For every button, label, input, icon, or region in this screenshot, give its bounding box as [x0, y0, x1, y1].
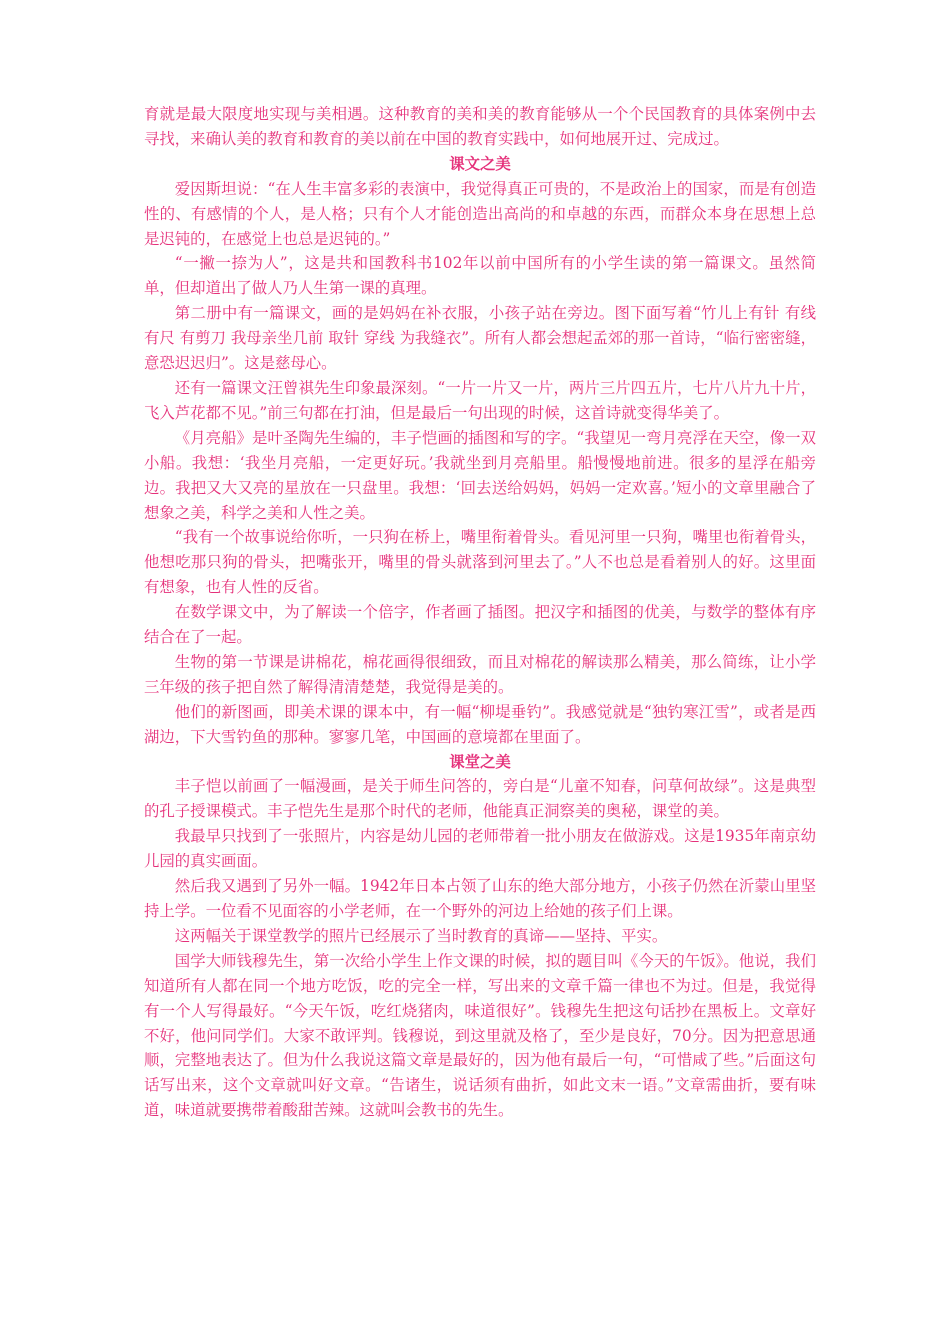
paragraph: 在数学课文中，为了解读一个倍字，作者画了插图。把汉字和插图的优美，与数学的整体有序结合在了一起。	[144, 603, 816, 647]
section-heading-textbook-beauty: 课文之美	[449, 154, 511, 173]
paragraph: 生物的第一节课是讲棉花，棉花画得很细致，而且对棉花的解读那么精美，那么简练，让小学三年级的孩子把自然了解得清清楚楚，我觉得是美的。	[144, 652, 816, 696]
paragraph: 国学大师钱穆先生，第一次给小学生上作文课的时候，拟的题目叫《今天的午饭》。他说，我们知道所有人都在同一个地方吃饭，吃的完全一样，写出来的文章千篇一律也不为过。但是，我觉得有一个人写得最好。“今天午饭，吃红烧猪肉，味道很好”。钱穆先生把这句话抄在黑板上。文章好不好，他问同学们。大家不敢评判。钱穆说，到这里就及格了，至少是良好，70分。因为把意思通顺，完整地表达了。但为什么我说这篇文章是最好的，因为他有最后一句，“可惜咸了些。”后面这句话写出来，这个文章就叫好文章。“告诸生，说话须有曲折，如此文末一语。”文章需曲折，要有味道，味道就要携带着酸甜苦辣。这就叫会教书的先生。	[144, 951, 816, 1120]
paragraph: 还有一篇课文汪曾祺先生印象最深刻。“一片一片又一片，两片三片四五片，七片八片九十片，飞入芦花都不见。”前三句都在打油，但是最后一句出现的时候，这首诗就变得华美了。	[144, 378, 816, 422]
paragraph: “一撇一捺为人”，这是共和国教科书102年以前中国所有的小学生读的第一篇课文。虽然简单，但却道出了做人乃人生第一课的真理。	[144, 254, 816, 298]
paragraph: 爱因斯坦说：“在人生丰富多彩的表演中，我觉得真正可贵的，不是政治上的国家，而是有创造性的、有感情的个人，是人格；只有个人才能创造出高尚的和卓越的东西，而群众本身在思想上总是迟钝的，在感觉上也总是迟钝的。”	[144, 179, 816, 248]
intro-paragraph: 育就是最大限度地实现与美相遇。这种教育的美和美的教育能够从一个个民国教育的具体案例中去寻找，来确认美的教育和教育的美以前在中国的教育实践中，如何地展开过、完成过。	[144, 105, 816, 148]
paragraph: 《月亮船》是叶圣陶先生编的，丰子恺画的插图和写的字。“我望见一弯月亮浮在天空，像一双小船。我想：‘我坐月亮船，一定更好玩。’我就坐到月亮船里。船慢慢地前进。很多的星浮在船旁边。我把又大又亮的星放在一只盘里。我想：‘回去送给妈妈，妈妈一定欢喜。’短小的文章里融合了想象之美，科学之美和人性之美。	[144, 428, 816, 522]
paragraph: 这两幅关于课堂教学的照片已经展示了当时教育的真谛——坚持、平实。	[174, 926, 668, 945]
paragraph: 然后我又遇到了另外一幅。1942年日本占领了山东的绝大部分地方，小孩子仍然在沂蒙山里坚持上学。一位看不见面容的小学老师，在一个野外的河边上给她的孩子们上课。	[144, 877, 816, 920]
paragraph: 第二册中有一篇课文，画的是妈妈在补衣服，小孩子站在旁边。图下面写着“竹儿上有针 有线 有尺 有剪刀 我母亲坐几前 取针 穿线 为我缝衣”。所有人都会想起孟郊的那一首诗，“临行密密缝，意恐迟迟归”。这是慈母心。	[144, 304, 816, 373]
section-heading-classroom-beauty: 课堂之美	[449, 752, 511, 771]
paragraph: 他们的新图画，即美术课的课本中，有一幅“柳堤垂钓”。我感觉就是“独钓寒江雪”，或者是西湖边，下大雪钓鱼的那种。寥寥几笔，中国画的意境都在里面了。	[144, 702, 816, 746]
document-page	[144, 102, 816, 1123]
paragraph: 丰子恺以前画了一幅漫画，是关于师生问答的，旁白是“儿童不知春，问草何故绿”。这是典型的孔子授课模式。丰子恺先生是那个时代的老师，他能真正洞察美的奥秘，课堂的美。	[144, 777, 816, 821]
paragraph: “我有一个故事说给你听，一只狗在桥上，嘴里衔着骨头。看见河里一只狗，嘴里也衔着骨头，他想吃那只狗的骨头，把嘴张开，嘴里的骨头就落到河里去了。”人不也总是看着别人的好。这里面有想象，也有人性的反省。	[144, 528, 816, 597]
paragraph: 我最早只找到了一张照片，内容是幼儿园的老师带着一批小朋友在做游戏。这是1935年南京幼儿园的真实画面。	[144, 827, 816, 871]
